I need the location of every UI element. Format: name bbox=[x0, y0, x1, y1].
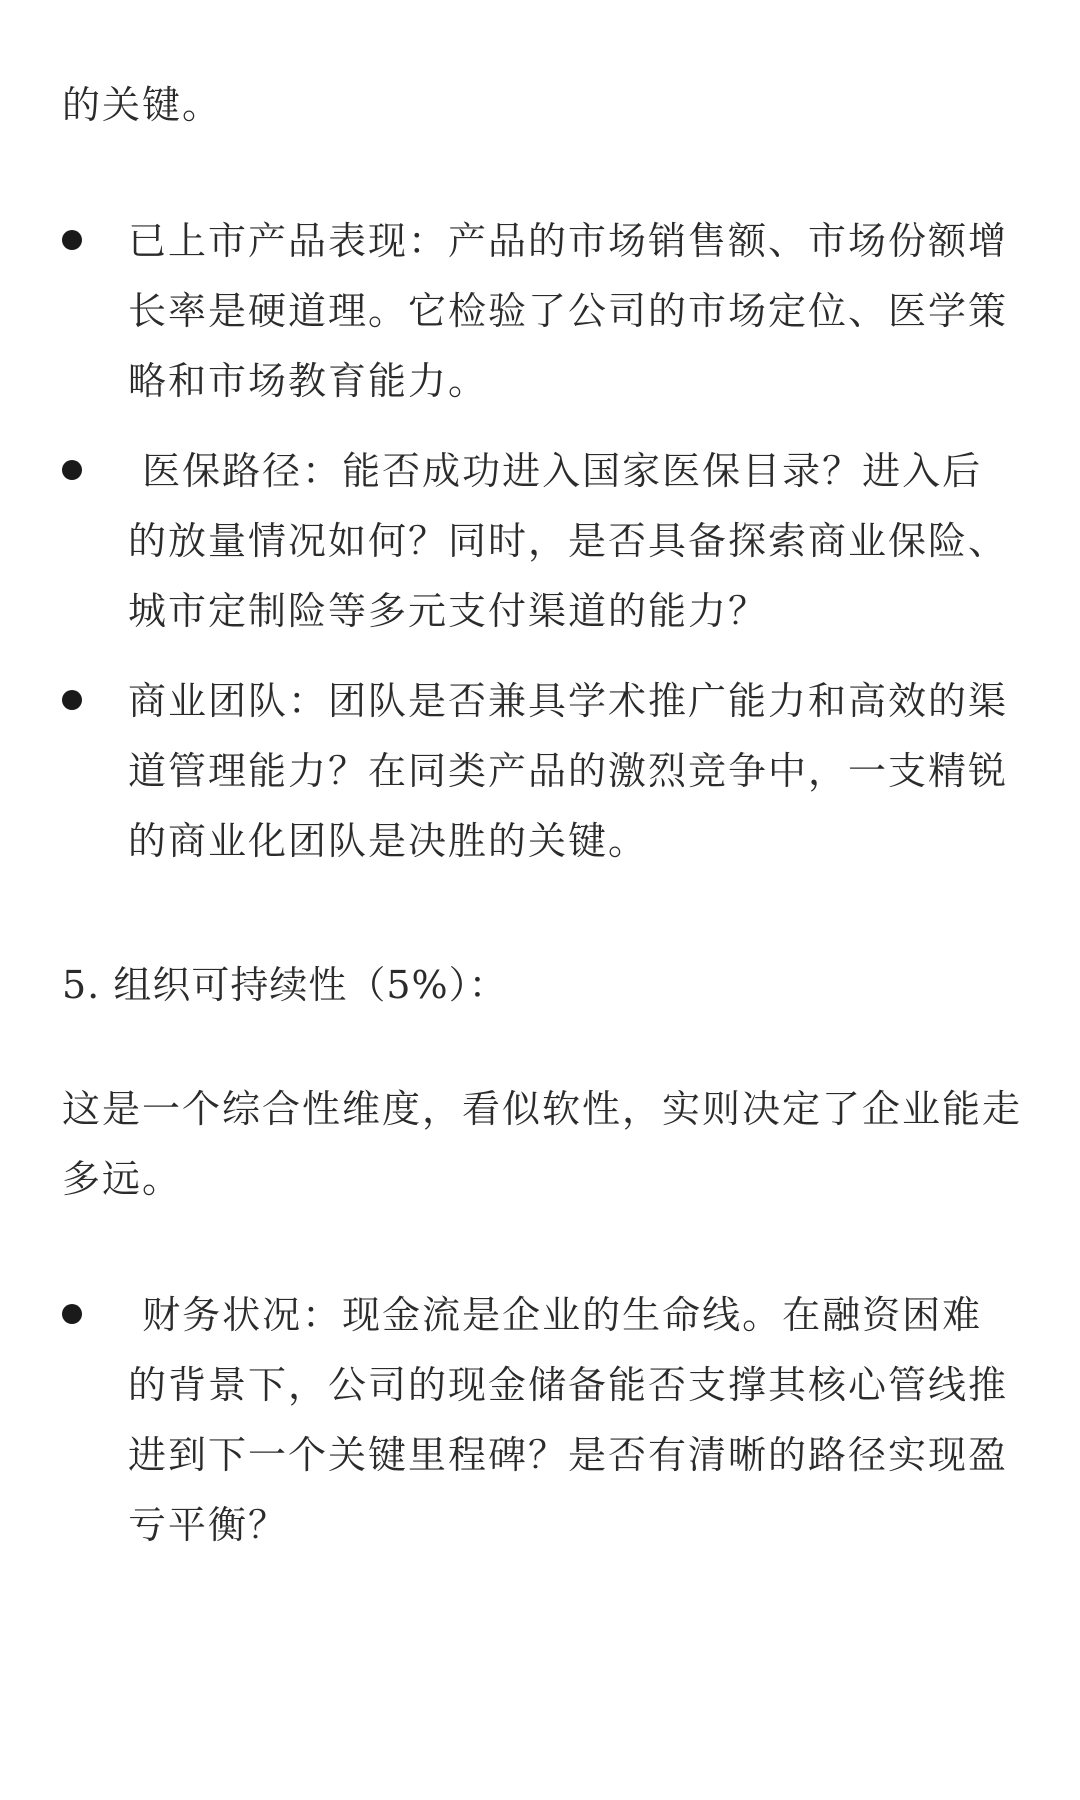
bullet-list-organization bbox=[62, 1280, 1022, 1560]
paragraph-intro-tail: 的关键。 bbox=[62, 83, 223, 127]
bullet-list-commercial bbox=[62, 206, 1022, 876]
article-body bbox=[62, 70, 1022, 1580]
paragraph-section5: 这是一个综合性维度，看似软性，实则决定了企业能走多远。 bbox=[62, 1087, 1023, 1201]
list-item-text: 商业团队：团队是否兼具学术推广能力和高效的渠道管理能力？在同类产品的激烈竞争中，一支精锐的商业化团队是决胜的关键。 bbox=[128, 679, 1009, 863]
bullet-dot-icon bbox=[62, 230, 82, 250]
list-item bbox=[62, 206, 1022, 416]
bullet-dot-icon bbox=[62, 690, 82, 710]
list-item-text: 医保路径：能否成功进入国家医保目录？进入后的放量情况如何？同时，是否具备探索商业保险、城市定制险等多元支付渠道的能力？ bbox=[128, 449, 1009, 633]
list-item bbox=[62, 1280, 1022, 1560]
list-item bbox=[62, 436, 1022, 646]
list-item-text: 财务状况：现金流是企业的生命线。在融资困难的背景下，公司的现金储备能否支撑其核心管线推进到下一个关键里程碑？是否有清晰的路径实现盈亏平衡？ bbox=[128, 1293, 1009, 1547]
section-heading: 5. 组织可持续性（5%）： bbox=[62, 963, 508, 1007]
list-item bbox=[62, 666, 1022, 876]
bullet-dot-icon bbox=[62, 460, 82, 480]
bullet-dot-icon bbox=[62, 1304, 82, 1324]
list-item-text: 已上市产品表现：产品的市场销售额、市场份额增长率是硬道理。它检验了公司的市场定位、医学策略和市场教育能力。 bbox=[128, 219, 1009, 403]
